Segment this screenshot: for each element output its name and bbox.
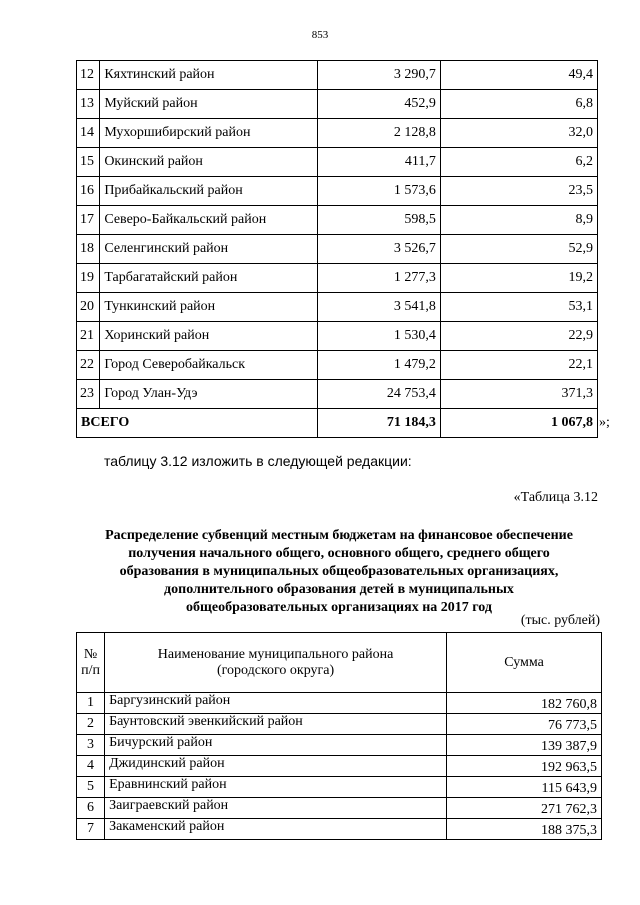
table-row [77,264,598,293]
value-cell: 1 479,2 [318,351,441,380]
table-row [77,148,598,177]
row-number: 23 [77,380,100,409]
row-number: 6 [77,798,105,819]
row-number: 18 [77,235,100,264]
table-row [77,293,598,322]
table-header-row [77,633,602,693]
table-label: «Таблица 3.12 [513,490,598,505]
district-name: Тарбагатайский район [100,264,318,293]
total-label: ВСЕГО [77,409,318,438]
table-row [77,119,598,148]
header-num-line: № [83,646,98,662]
row-number: 22 [77,351,100,380]
value-cell: 22,1 [440,351,597,380]
table-row [77,90,598,119]
header-num [77,633,105,693]
district-name: Северо-Байкальский район [100,206,318,235]
value-cell: 411,7 [318,148,441,177]
table-row [77,756,602,777]
value-cell: 6,8 [440,90,597,119]
table-row [77,735,602,756]
row-number: 16 [77,177,100,206]
district-name: Кяхтинский район [100,61,318,90]
total-value: 1 067,8 [440,409,597,438]
allocation-table-continued [76,60,598,438]
row-number: 7 [77,819,105,840]
sum-cell: 115 643,9 [447,777,602,798]
value-cell: 22,9 [440,322,597,351]
header-name-line: Наименование муниципального района [157,646,394,662]
value-cell: 24 753,4 [318,380,441,409]
district-name: Город Улан-Удэ [100,380,318,409]
sum-cell: 76 773,5 [447,714,602,735]
district-name: Баунтовский эвенкийский район [105,714,447,735]
heading-line: Распределение субвенций местным бюджетам на финансовое обеспечение [105,528,573,543]
header-num-line: п/п [81,662,100,678]
header-name-line: (городского округа) [216,662,335,678]
value-cell: 598,5 [318,206,441,235]
row-number: 2 [77,714,105,735]
value-cell: 53,1 [440,293,597,322]
district-name: Город Северобайкальск [100,351,318,380]
header-name [105,633,447,693]
value-cell: 1 277,3 [318,264,441,293]
district-name: Тункинский район [100,293,318,322]
row-number: 12 [77,61,100,90]
row-number: 4 [77,756,105,777]
value-cell: 371,3 [440,380,597,409]
row-number: 5 [77,777,105,798]
value-cell: 3 526,7 [318,235,441,264]
row-number: 13 [77,90,100,119]
district-name: Бичурский район [105,735,447,756]
table-row [77,235,598,264]
table-row [77,206,598,235]
table-row [77,798,602,819]
heading-line: дополнительного образования детей в муниципальных [164,582,514,597]
district-name: Закаменский район [105,819,447,840]
value-cell: 3 541,8 [318,293,441,322]
table-row [77,322,598,351]
value-cell: 3 290,7 [318,61,441,90]
row-number: 1 [77,693,105,714]
row-number: 19 [77,264,100,293]
heading-line: образования в муниципальных общеобразовательных организациях, [119,564,559,579]
sum-cell: 139 387,9 [447,735,602,756]
total-row [77,409,598,438]
table-row [77,714,602,735]
row-number: 20 [77,293,100,322]
row-number: 14 [77,119,100,148]
value-cell: 49,4 [440,61,597,90]
table-row [77,693,602,714]
district-name: Прибайкальский район [100,177,318,206]
district-name: Джидинский район [105,756,447,777]
closing-quote: »; [599,415,610,430]
sum-cell: 192 963,5 [447,756,602,777]
table-row [77,380,598,409]
heading-line: общеобразовательных организациях на 2017 год [186,600,492,615]
value-cell: 452,9 [318,90,441,119]
sum-cell: 188 375,3 [447,819,602,840]
district-name: Заиграевский район [105,798,447,819]
total-value: 71 184,3 [318,409,441,438]
district-name: Окинский район [100,148,318,177]
table-row [77,777,602,798]
row-number: 21 [77,322,100,351]
row-number: 17 [77,206,100,235]
value-cell: 32,0 [440,119,597,148]
units-label: (тыс. рублей) [520,613,600,628]
row-number: 3 [77,735,105,756]
table-row [77,177,598,206]
district-name: Мухоршибирский район [100,119,318,148]
table-row [77,819,602,840]
value-cell: 52,9 [440,235,597,264]
table-row [77,61,598,90]
value-cell: 19,2 [440,264,597,293]
value-cell: 1 573,6 [318,177,441,206]
district-name: Баргузинский район [105,693,447,714]
value-cell: 1 530,4 [318,322,441,351]
district-name: Еравнинский район [105,777,447,798]
value-cell: 23,5 [440,177,597,206]
table-heading [76,527,602,617]
sum-cell: 271 762,3 [447,798,602,819]
district-name: Муйский район [100,90,318,119]
header-sum: Сумма [447,633,602,693]
district-name: Селенгинский район [100,235,318,264]
row-number: 15 [77,148,100,177]
instruction-paragraph: таблицу 3.12 изложить в следующей редакции: [104,453,412,469]
table-row [77,351,598,380]
value-cell: 6,2 [440,148,597,177]
page-number: 853 [311,29,329,41]
district-name: Хоринский район [100,322,318,351]
subvention-table [76,632,602,840]
heading-line: получения начального общего, основного общего, среднего общего [128,546,550,561]
value-cell: 8,9 [440,206,597,235]
value-cell: 2 128,8 [318,119,441,148]
sum-cell: 182 760,8 [447,693,602,714]
